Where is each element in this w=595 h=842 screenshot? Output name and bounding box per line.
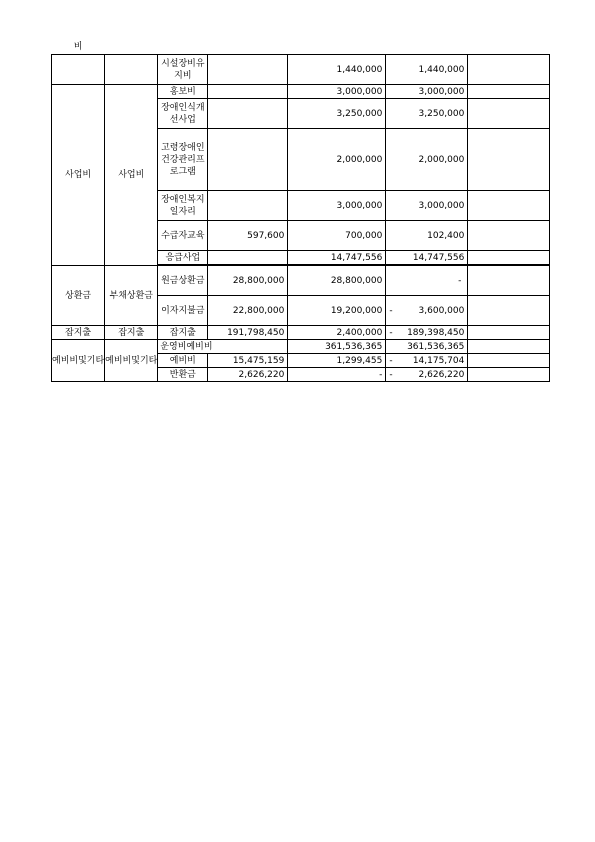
subcategory-cell [105,340,158,382]
note-cell [468,266,550,296]
amount-cell: 1,440,000 [386,55,468,85]
note-cell [468,129,550,191]
amount-cell: 15,475,159 [208,354,288,368]
amount-cell [386,326,468,340]
amount-cell: 3,000,000 [386,85,468,99]
note-cell [468,368,550,382]
item-label: 운영비예비비 [160,341,213,352]
amount-cell: 1,440,000 [288,55,386,85]
note-cell [468,85,550,99]
table-row [52,340,550,354]
budget-table-sheet [51,42,550,382]
item-cell: 시설장비유지비 [158,55,208,85]
subcategory-cell: 부채상환금 [105,266,158,326]
note-cell [468,251,550,265]
item-cell: 이자지불금 [158,296,208,326]
item-cell: 예비비 [158,354,208,368]
item-cell: 응급사업 [158,251,208,265]
note-cell [468,221,550,251]
amount-value: 14,175,704 [412,355,465,366]
amount-cell: 3,250,000 [288,99,386,129]
category-cell: 잡지출 [52,326,105,340]
amount-cell [208,251,288,265]
amount-value: 3,600,000 [418,305,465,316]
item-cell: 수급자교육 [158,221,208,251]
amount-value: 2,626,220 [418,369,465,380]
note-cell [468,191,550,221]
amount-value: 189,398,450 [407,327,465,338]
amount-cell: 361,536,365 [288,340,386,354]
table-row [52,326,550,340]
item-cell: 고령장애인건강관리프로그램 [158,129,208,191]
amount-cell: 19,200,000 [288,296,386,326]
amount-cell: 22,800,000 [208,296,288,326]
table-row [52,266,550,296]
amount-cell: 2,626,220 [208,368,288,382]
amount-cell [386,296,468,326]
budget-table [51,42,550,382]
note-cell [468,99,550,129]
note-cell [468,326,550,340]
amount-cell: 102,400 [386,221,468,251]
amount-cell: - [288,368,386,382]
amount-cell [386,354,468,368]
amount-cell [208,129,288,191]
note-cell [468,55,550,85]
table-row [52,85,550,99]
negative-sign: - [389,327,393,338]
negative-sign: - [389,369,393,380]
amount-cell: 14,747,556 [386,251,468,265]
amount-cell: 1,299,455 [288,354,386,368]
amount-cell: 28,800,000 [288,266,386,296]
amount-cell: 2,400,000 [288,326,386,340]
amount-cell: - [386,266,468,296]
amount-cell: 3,000,000 [288,191,386,221]
item-cell [158,340,288,354]
note-cell [468,296,550,326]
item-cell: 장애인식개선사업 [158,99,208,129]
negative-sign: - [389,355,393,366]
amount-cell [208,55,288,85]
amount-cell: 3,250,000 [386,99,468,129]
item-cell: 잡지출 [158,326,208,340]
subcategory-cell: 사업비 [105,85,158,266]
subcategory-cell [105,55,158,85]
amount-cell: 191,798,450 [208,326,288,340]
item-cell: 원금상환금 [158,266,208,296]
subcategory-cell: 잡지출 [105,326,158,340]
amount-cell: 3,000,000 [386,191,468,221]
amount-cell: 14,747,556 [288,251,386,265]
negative-sign: - [389,305,393,316]
category-cell [52,340,105,382]
amount-cell: 28,800,000 [208,266,288,296]
amount-cell: 2,000,000 [288,129,386,191]
item-cell: 장애인복지일자리 [158,191,208,221]
category-cell: 상환금 [52,266,105,326]
amount-cell [208,85,288,99]
amount-cell [208,191,288,221]
amount-cell: 3,000,000 [288,85,386,99]
amount-cell [386,368,468,382]
category-cell: 사업비 [52,85,105,266]
category-cell: 비 [52,55,105,85]
amount-cell: 2,000,000 [386,129,468,191]
table-row [52,55,550,85]
subcategory-label: 예비비및기타 [105,355,158,366]
note-cell [468,340,550,354]
amount-cell: 700,000 [288,221,386,251]
category-label: 예비비및기타 [52,355,105,366]
item-cell: 반환금 [158,368,208,382]
amount-cell [208,99,288,129]
amount-cell: 361,536,365 [386,340,468,354]
amount-cell: 597,600 [208,221,288,251]
item-cell: 홍보비 [158,85,208,99]
note-cell [468,354,550,368]
